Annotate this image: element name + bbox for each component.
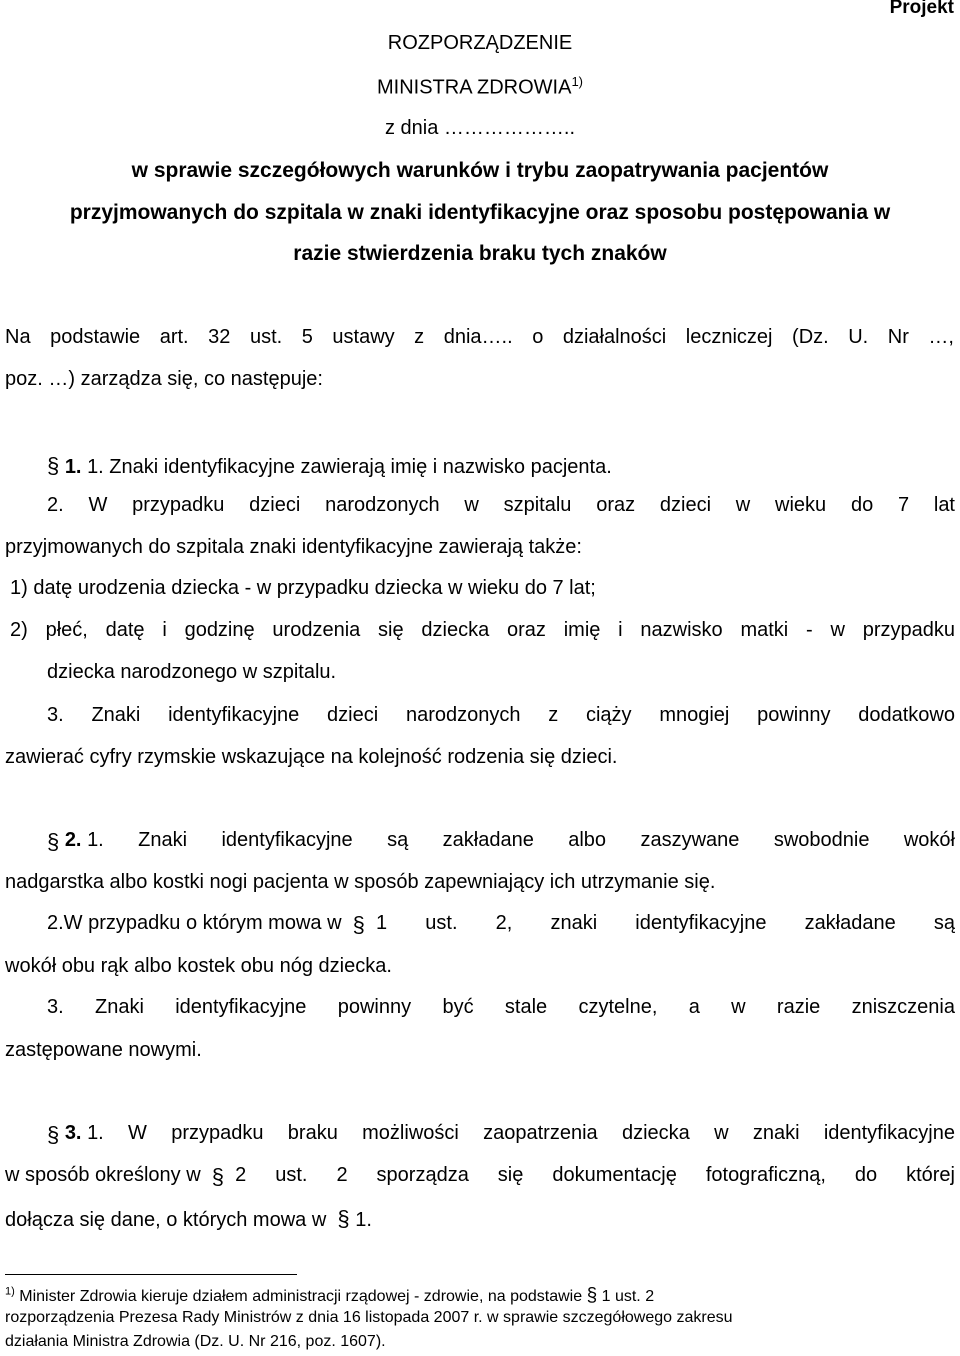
title-line-3: razie stwierdzenia braku tych znaków <box>293 242 667 265</box>
section-sign: § <box>586 1285 598 1306</box>
preamble-line-2: poz. …) zarządza się, co następuje: <box>5 368 323 390</box>
par1-p3-line-2: zawierać cyfry rzymskie wskazujące na kolejność rodzenia się dzieci. <box>5 746 618 768</box>
section-sign: § <box>211 1164 225 1189</box>
date-line: z dnia ……………….. <box>384 117 576 139</box>
section-sign: § <box>337 1206 350 1231</box>
par2-p3-line-1: 3. Znaki identyfikacyjne powinny być stale czytelne, a w razie zniszczenia <box>47 996 955 1018</box>
par1-line <box>47 453 612 479</box>
par3-text: 1. W przypadku braku możliwości zaopatrzenia dziecka w znaki identyfikacyjne <box>87 1122 955 1144</box>
par1-p3-line-1: 3. Znaki identyfikacyjne dzieci narodzonych z ciąży mnogiej powinny dodatkowo <box>47 704 955 726</box>
par1-p2-line-1: 2. W przypadku dzieci narodzonych w szpitalu oraz dzieci w wieku do 7 lat <box>47 494 955 516</box>
section-sign: § <box>47 453 60 478</box>
footnote-ref: 1) <box>571 74 583 89</box>
par3-line-2b: 2 ust. 2 sporządza się dokumentację fotograficzną, do której <box>235 1164 955 1186</box>
par2-p1-line-1 <box>47 829 955 855</box>
footnote-line-3: działania Ministra Zdrowia (Dz. U. Nr 216, poz. 1607). <box>5 1333 386 1350</box>
par3-line-1 <box>47 1122 955 1148</box>
projekt-label: Projekt <box>889 0 954 18</box>
par1-number: 1. <box>64 456 82 478</box>
par3-number: 3. <box>64 1122 82 1144</box>
title-line-1: w sprawie szczegółowych warunków i trybu zaopatrywania pacjentów <box>131 159 829 182</box>
par1-p1: 1. Znaki identyfikacyjne zawierają imię i nazwisko pacjenta. <box>87 456 612 478</box>
par3-line-3a: dołącza się dane, o których mowa w <box>5 1209 327 1231</box>
par3-line-3b: 1. <box>355 1209 372 1231</box>
title-line-2: przyjmowanych do szpitala w znaki identyfikacyjne oraz sposobu postępowania w <box>69 201 891 224</box>
footnote-marker: 1) <box>5 1285 15 1298</box>
par1-p2-line-2: przyjmowanych do szpitala znaki identyfikacyjne zawierają także: <box>5 536 582 558</box>
par2-p2-line-1 <box>47 912 955 938</box>
footnote-text-1b: 1 ust. 2 <box>601 1288 655 1305</box>
par1-p2-item-1: 1) datę urodzenia dziecka - w przypadku dziecka w wieku do 7 lat; <box>10 577 596 599</box>
par3-line-3 <box>5 1206 372 1232</box>
par2-p2-line-2: wokół obu rąk albo kostek obu nóg dziecka. <box>5 955 392 977</box>
footnote-line-2: rozporządzenia Prezesa Rady Ministrów z dnia 16 listopada 2007 r. w sprawie szczegółowego zakresu <box>5 1309 733 1326</box>
par2-p1-text: 1. Znaki identyfikacyjne są zakładane albo zaszywane swobodnie wokół <box>87 829 955 851</box>
par3-line-2a: w sposób określony w <box>5 1164 201 1186</box>
issuer-heading <box>0 74 960 100</box>
par2-p1-line-2: nadgarstka albo kostki nogi pacjenta w sposób zapewniający ich utrzymanie się. <box>5 871 716 893</box>
section-sign: § <box>47 1122 60 1147</box>
par3-line-2 <box>5 1164 955 1190</box>
par2-number: 2. <box>64 829 82 851</box>
section-sign: § <box>47 829 60 854</box>
par2-p2-text-a: 2.W przypadku o którym mowa w <box>47 912 342 934</box>
par2-p2-text-b: 1 ust. 2, znaki identyfikacyjne zakładane są <box>376 912 955 934</box>
par1-p2-item-2-line-1: 2) płeć, datę i godzinę urodzenia się dziecka oraz imię i nazwisko matki - w przypadku <box>10 619 955 641</box>
act-type-heading: ROZPORZĄDZENIE <box>387 32 573 54</box>
preamble-line-1: Na podstawie art. 32 ust. 5 ustawy z dnia….. o działalności leczniczej (Dz. U. Nr …, <box>5 326 954 348</box>
footnote-line-1 <box>5 1285 654 1307</box>
par2-p3-line-2: zastępowane nowymi. <box>5 1039 202 1061</box>
par1-p2-item-2-line-2: dziecka narodzonego w szpitalu. <box>47 661 337 683</box>
section-sign: § <box>352 912 365 937</box>
issuer-text: MINISTRA ZDROWIA <box>376 76 572 99</box>
footnote-divider <box>5 1274 297 1275</box>
footnote-text-1a: Minister Zdrowia kieruje działem administracji rządowej - zdrowie, na podstawie <box>19 1288 583 1305</box>
